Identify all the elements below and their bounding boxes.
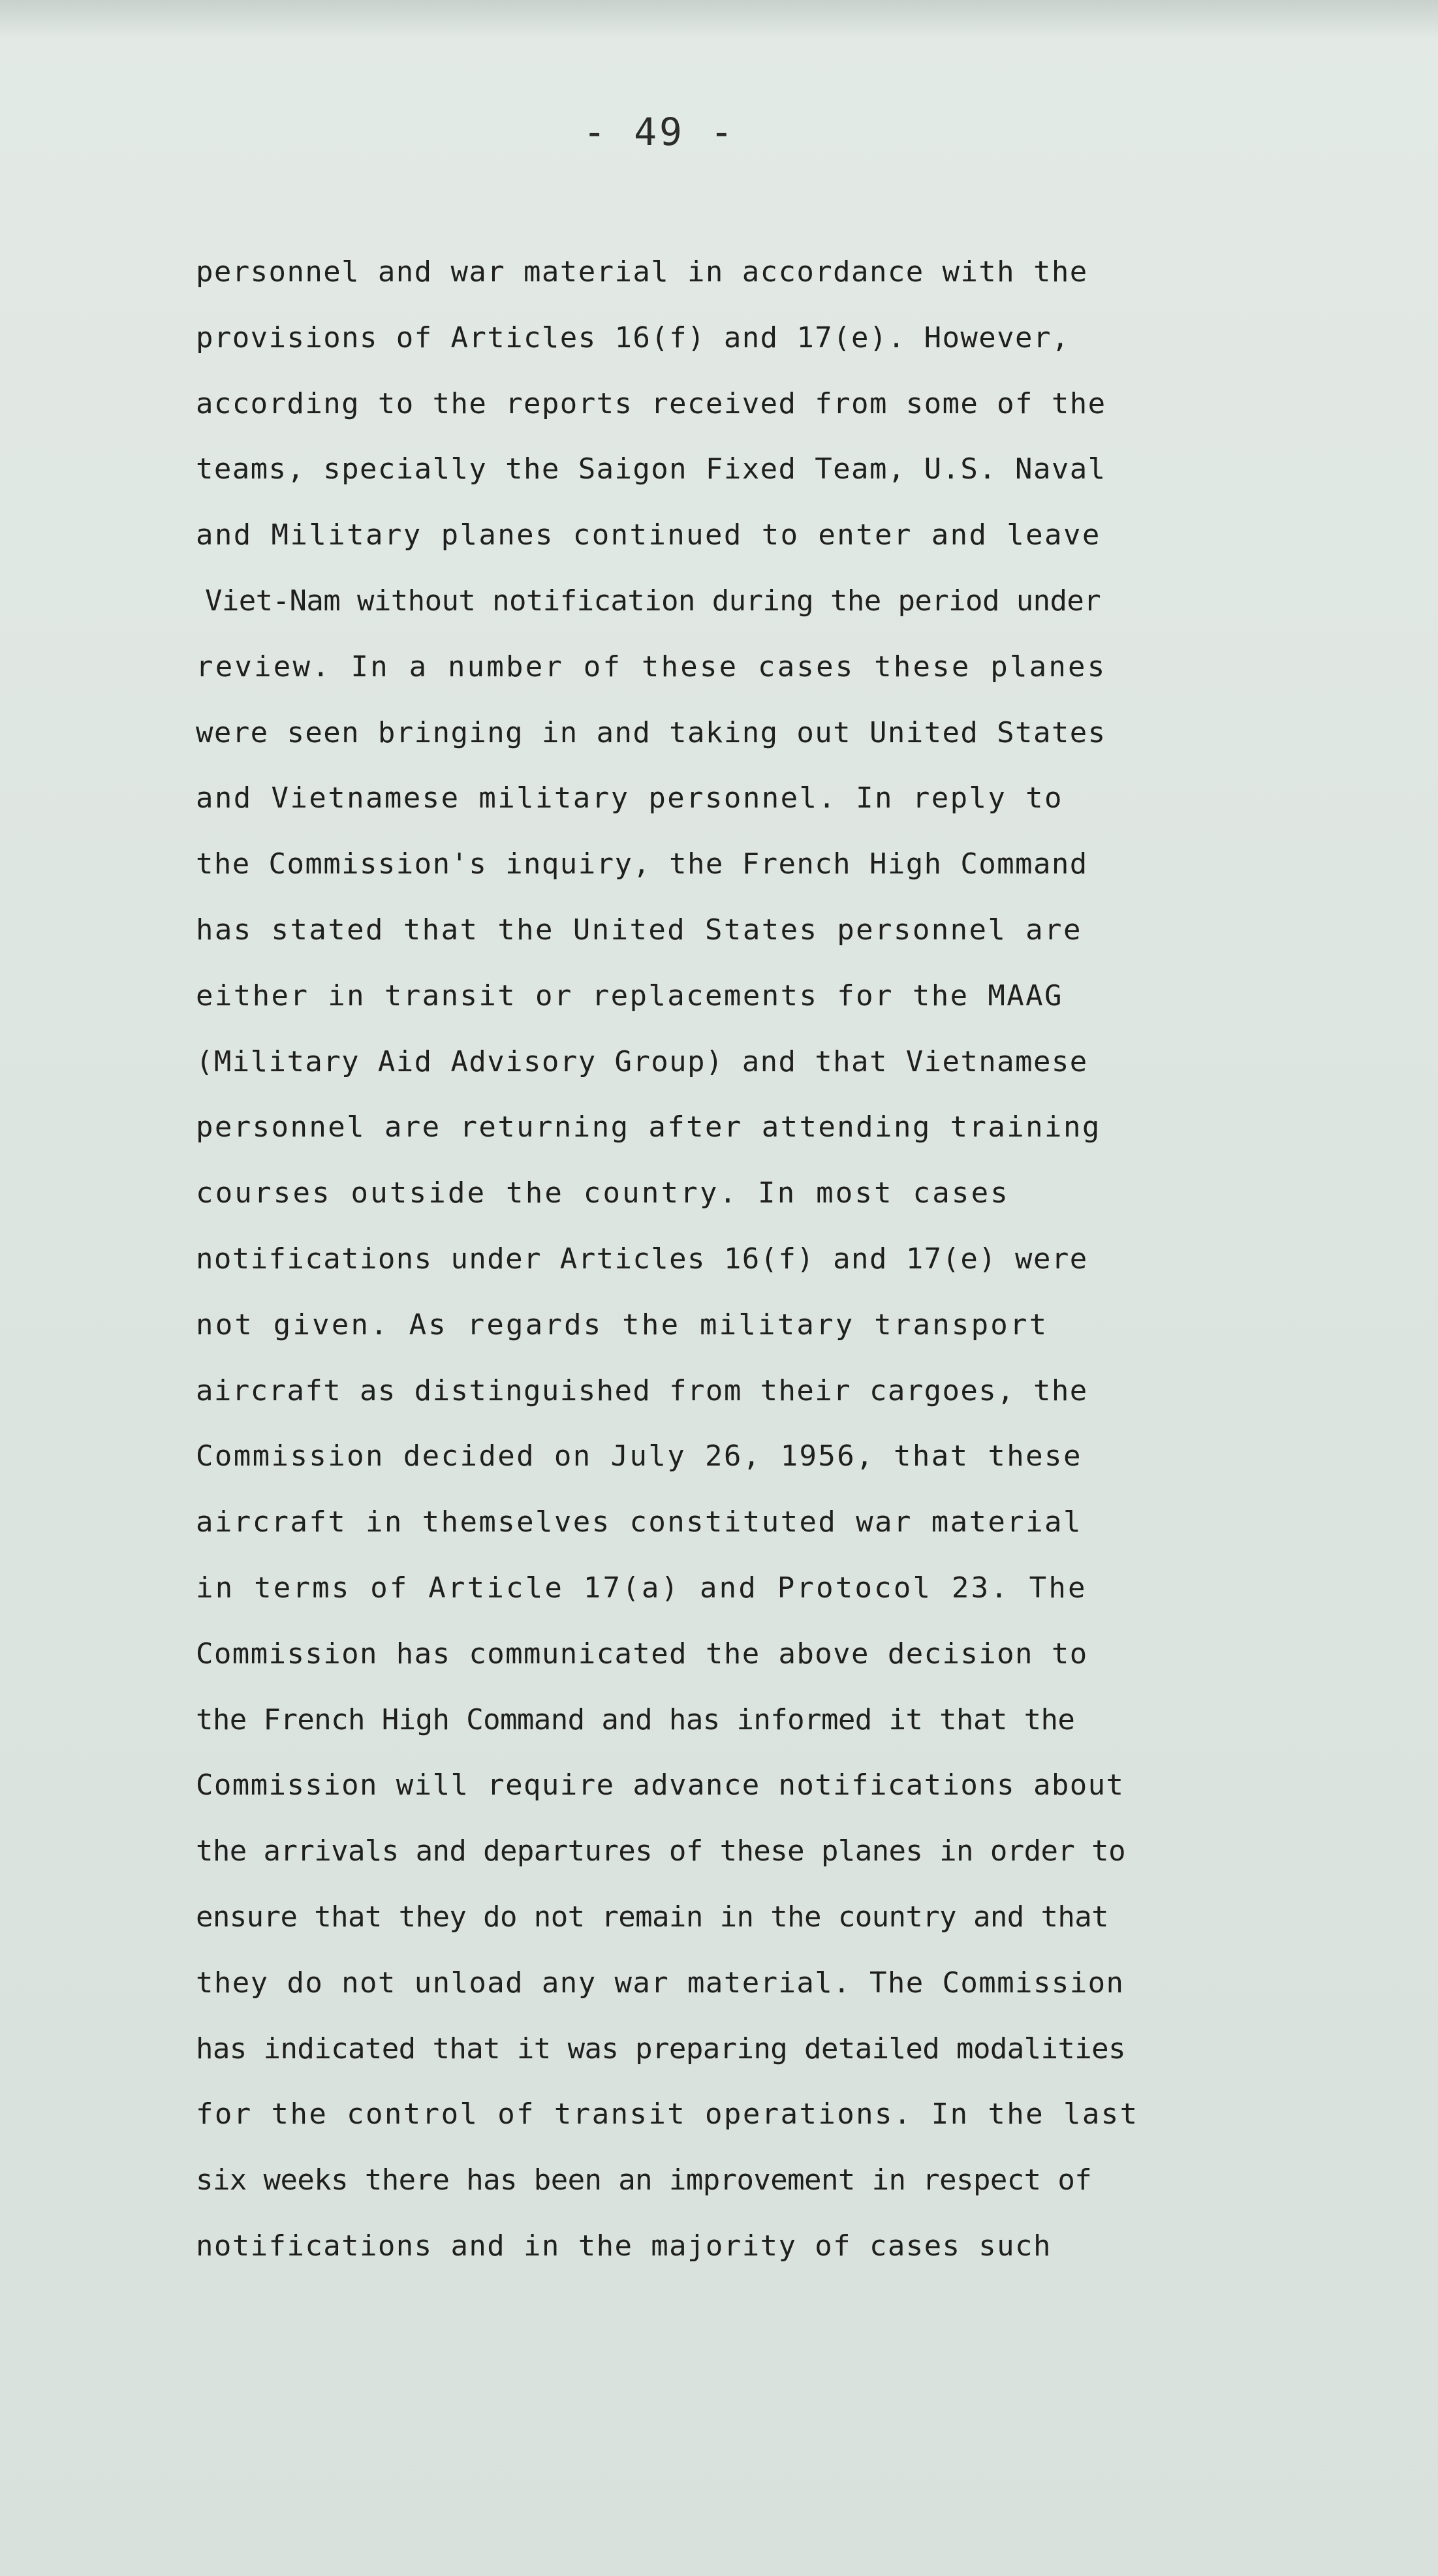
text-line-14: personnel are returning after attending training bbox=[196, 1110, 1101, 1144]
text-line-1: personnel and war material in accordance with the bbox=[196, 255, 1088, 289]
text-line-28: has indicated that it was preparing detailed modalities bbox=[196, 2032, 1125, 2066]
text-line-15: courses outside the country. In most cases bbox=[196, 1176, 1010, 1210]
text-line-11: has stated that the United States personnel are bbox=[196, 913, 1082, 947]
text-line-16: notifications under Articles 16(f) and 17(e) were bbox=[196, 1242, 1088, 1276]
text-line-6: Viet-Nam without notification during the period under bbox=[205, 584, 1101, 618]
text-line-22: Commission has communicated the above decision to bbox=[196, 1637, 1088, 1671]
text-line-29: for the control of transit operations. In the last bbox=[196, 2097, 1139, 2131]
text-line-3: according to the reports received from some of the bbox=[196, 386, 1106, 420]
text-line-26: ensure that they do not remain in the country and that bbox=[196, 1900, 1109, 1934]
text-line-30: six weeks there has been an improvement in respect of bbox=[196, 2163, 1092, 2197]
text-line-13: (Military Aid Advisory Group) and that Vietnamese bbox=[196, 1045, 1088, 1078]
text-line-12: either in transit or replacements for the MAAG bbox=[196, 979, 1063, 1013]
text-line-20: aircraft in themselves constituted war material bbox=[196, 1505, 1082, 1539]
text-line-21: in terms of Article 17(a) and Protocol 23. The bbox=[196, 1571, 1087, 1605]
page-number: - 49 - bbox=[583, 110, 736, 154]
text-line-25: the arrivals and departures of these planes in order to bbox=[196, 1834, 1125, 1868]
text-line-5: and Military planes continued to enter and leave bbox=[196, 518, 1101, 552]
text-line-8: were seen bringing in and taking out United States bbox=[196, 715, 1106, 749]
text-line-7: review. In a number of these cases these planes bbox=[196, 650, 1107, 683]
text-line-23: the French High Command and has informed it that the bbox=[196, 1703, 1075, 1736]
text-line-31: notifications and in the majority of cases such bbox=[196, 2229, 1052, 2263]
body-text bbox=[196, 240, 1319, 2280]
text-line-18: aircraft as distinguished from their cargoes, the bbox=[196, 1374, 1088, 1407]
text-line-27: they do not unload any war material. The Commission bbox=[196, 1966, 1125, 2000]
text-line-19: Commission decided on July 26, 1956, that these bbox=[196, 1439, 1082, 1473]
text-line-9: and Vietnamese military personnel. In reply to bbox=[196, 781, 1063, 815]
text-line-10: the Commission's inquiry, the French High Command bbox=[196, 847, 1088, 881]
text-line-4: teams, specially the Saigon Fixed Team, U.S. Naval bbox=[196, 452, 1106, 486]
page-edge-shadow bbox=[0, 0, 1438, 39]
text-line-17: not given. As regards the military transport bbox=[196, 1308, 1049, 1342]
text-line-2: provisions of Articles 16(f) and 17(e). However, bbox=[196, 321, 1070, 354]
text-line-24: Commission will require advance notifications about bbox=[196, 1768, 1125, 1802]
